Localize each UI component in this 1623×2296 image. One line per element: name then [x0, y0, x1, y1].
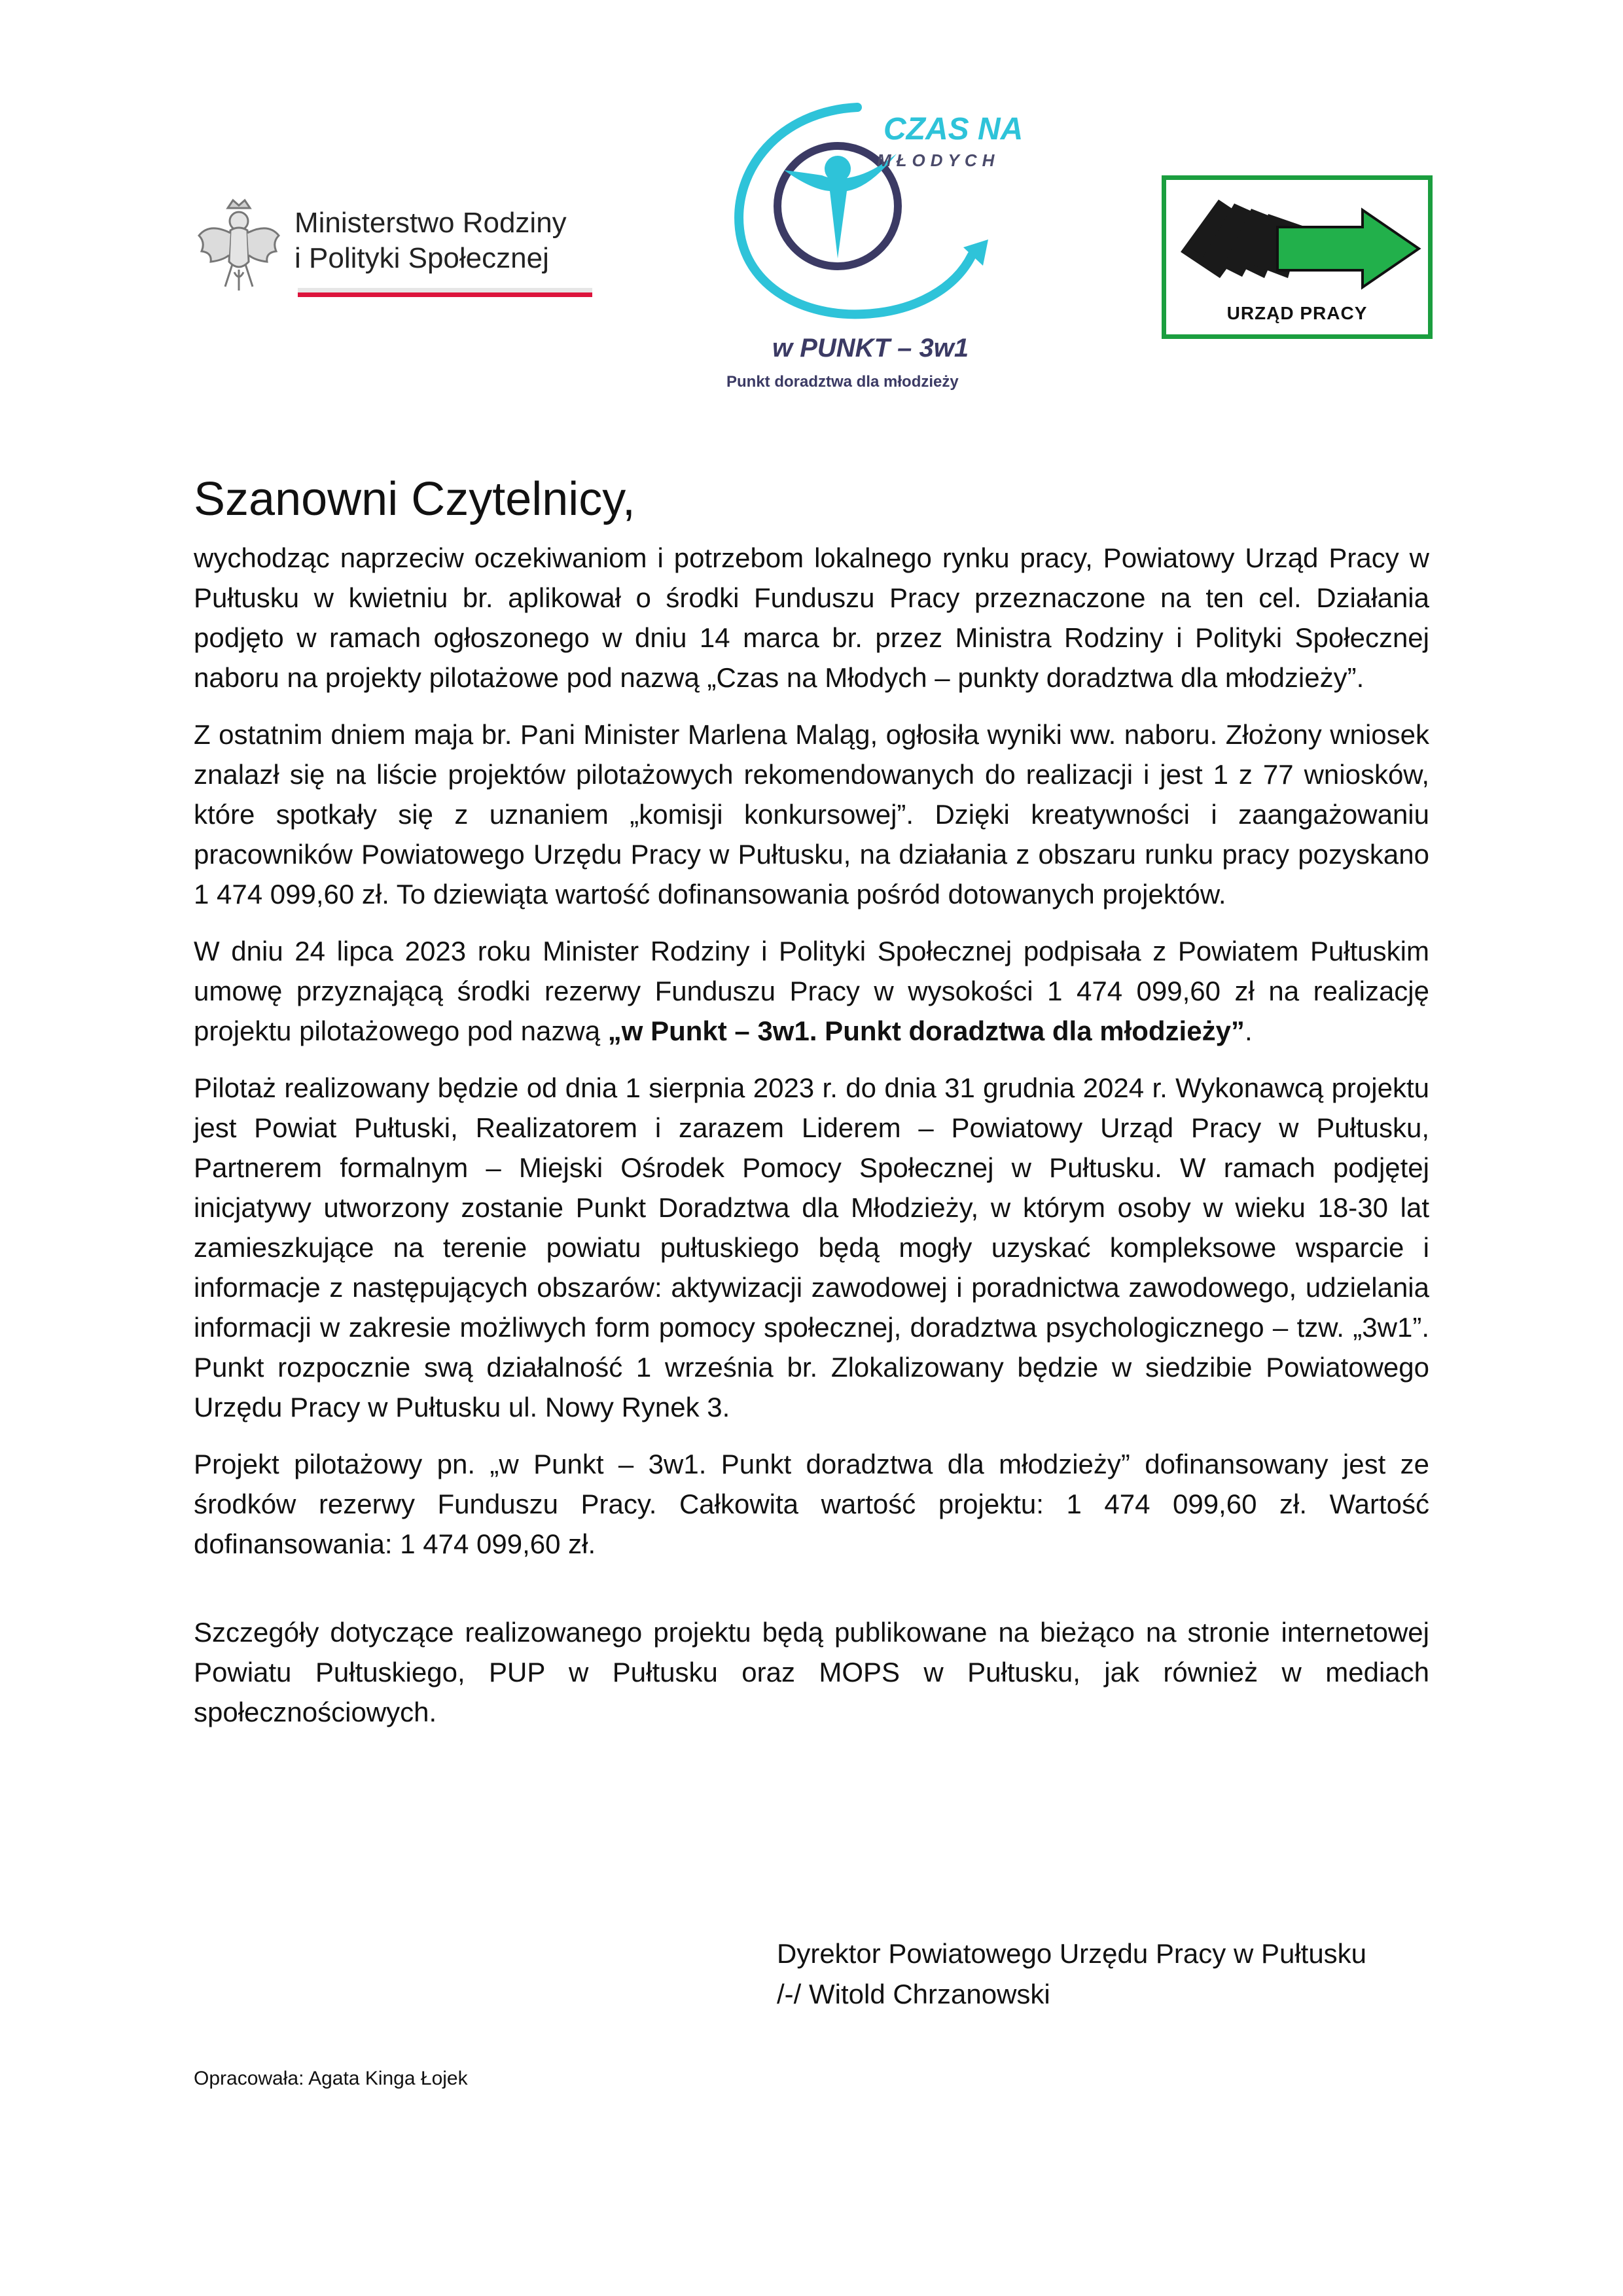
mlodych-subtitle: MŁODYCH: [877, 150, 1000, 170]
paragraph-5: Projekt pilotażowy pn. „w Punkt – 3w1. Punkt doradztwa dla młodzieży” dofinansowany jest ze środków rezerwy Funduszu Pracy. Całkowita wartość projektu: 1 474 099,60 zł. Wartość dofinansowania: 1 474 099,60 zł.: [194, 1449, 1429, 1559]
signature-name: /-/ Witold Chrzanowski: [777, 1979, 1050, 2009]
logo-header: [0, 0, 1623, 445]
prepared-by-footer: Opracowała: Agata Kinga Łojek: [194, 2068, 468, 2089]
project-name-bold: „w Punkt – 3w1. Punkt doradztwa dla młodzieży”: [607, 1016, 1245, 1046]
letter-body: [194, 470, 1429, 1749]
ministry-name-line-2: i Polityki Społecznej: [294, 242, 549, 274]
paragraph-2: Z ostatnim dniem maja br. Pani Minister Marlena Maląg, ogłosiła wyniki ww. naboru. Złożony wniosek znalazł się na liście projektów pilotażowych rekomendowanych do realizacji i jest 1 z 77 wniosków, które spotkały się z uznaniem „komisji konkursowej”. Dzięki kreatywności i zaangażowaniu pracowników Powiatowego Urzędu Pracy w Pułtusku, na działania z obszaru runku pracy pozyskano 1 474 099,60 zł. To dziewiąta wartość dofinansowania pośród dotowanych projektów.: [194, 719, 1429, 910]
polish-flag-stripe: [298, 288, 592, 297]
czas-na-mlodych-logo: [707, 92, 1047, 412]
signature-block: [777, 1934, 1366, 2015]
letter-greeting: Szanowni Czytelnicy,: [194, 473, 635, 525]
paragraph-3-end: .: [1244, 1016, 1253, 1046]
documents-arrow-icon: [1166, 180, 1428, 298]
paragraph-6: Szczegóły dotyczące realizowanego projektu będą publikowane na bieżąco na stronie internetowej Powiatu Pułtuskiego, PUP w Pułtusku oraz MOPS w Pułtusku, jak również w mediach społecznościowych.: [194, 1617, 1429, 1727]
punkt-tagline: Punkt doradztwa dla młodzieży: [726, 373, 959, 391]
urzad-pracy-label: URZĄD PRACY: [1226, 303, 1368, 323]
czas-na-title: CZAS NA: [883, 112, 1024, 147]
eagle-emblem-icon: [196, 196, 281, 294]
signature-title: Dyrektor Powiatowego Urzędu Pracy w Pułtusku: [777, 1938, 1367, 1969]
ministry-name: [294, 205, 567, 276]
ministry-logo: [196, 196, 602, 308]
punkt-name: w PUNKT – 3w1: [772, 334, 969, 362]
paragraph-3: [194, 931, 1429, 1051]
ministry-name-line-1: Ministerstwo Rodziny: [294, 207, 567, 239]
paragraph-1: wychodząc naprzeciw oczekiwaniom i potrzebom lokalnego rynku pracy, Powiatowy Urząd Pracy w Pułtusku w kwietniu br. aplikował o środki Funduszu Pracy przeznaczone na ten cel. Działania podjęto w ramach ogłoszonego w dniu 14 marca br. przez Ministra Rodziny i Polityki Społecznej naboru na projekty pilotażowe pod nazwą „Czas na Młodych – punkty doradztwa dla młodzieży”.: [194, 542, 1429, 693]
paragraph-3-text: W dniu 24 lipca 2023 roku Minister Rodziny i Polityki Społecznej podpisała z Powiatem Pułtuskim umowę przyznającą środki rezerwy Funduszu Pracy w wysokości 1 474 099,60 zł na realizację projektu pilotażowego pod nazwą: [194, 936, 1429, 1046]
paragraph-4: Pilotaż realizowany będzie od dnia 1 sierpnia 2023 r. do dnia 31 grudnia 2024 r. Wykonawcą projektu jest Powiat Pułtuski, Realizatorem i zarazem Liderem – Powiatowy Urząd Pracy w Pułtusku, Partnerem formalnym – Miejski Ośrodek Pomocy Społecznej w Pułtusku. W ramach podjętej inicjatywy utworzony zostanie Punkt Doradztwa dla Młodzieży, w którym osoby w wieku 18-30 lat zamieszkujące na terenie powiatu pułtuskiego będą mogły uzyskać kompleksowe wsparcie i informacje z następujących obszarów: aktywizacji zawodowej i poradnictwa zawodowego, udzielania informacji w zakresie możliwych form pomocy społecznej, doradztwa psychologicznego – tzw. „3w1”. Punkt rozpocznie swą działalność 1 września br. Zlokalizowany będzie w siedzibie Powiatowego Urzędu Pracy w Pułtusku ul. Nowy Rynek 3.: [194, 1072, 1429, 1422]
urzad-pracy-logo: [1162, 175, 1433, 339]
